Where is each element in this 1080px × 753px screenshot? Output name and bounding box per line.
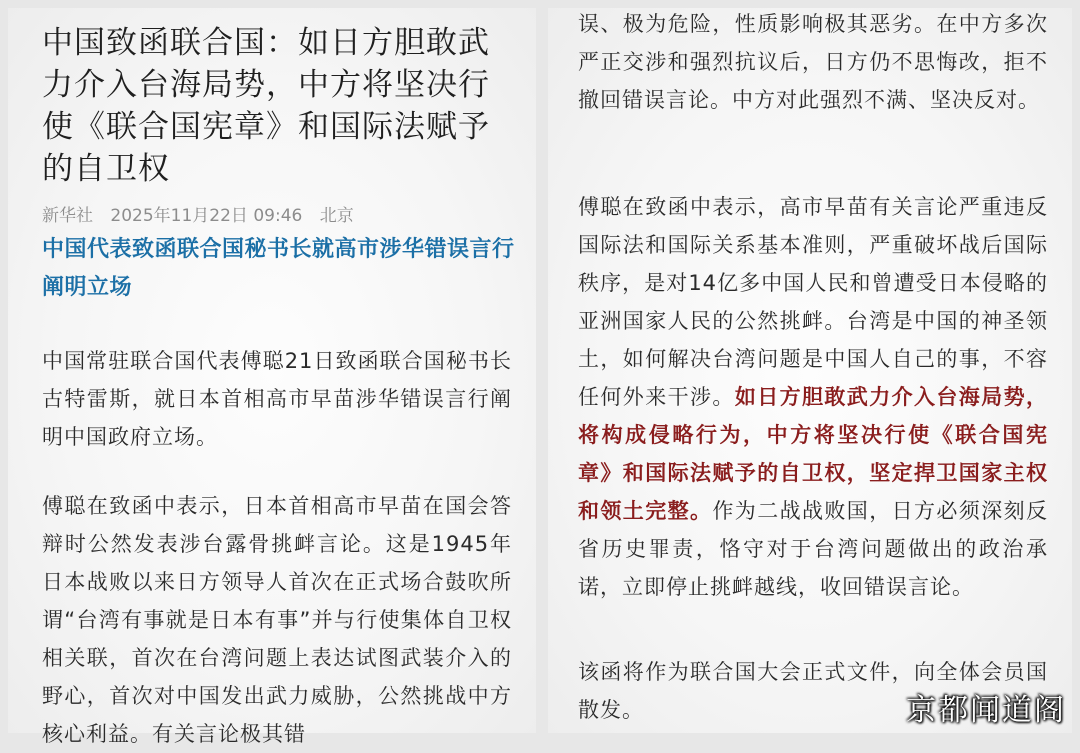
emphasized-statement: 如日方胆敢武力介入台海局势，将构成侵略行为，中方将坚决行使《联合国宪章》和国际法赋予的自卫权，坚定捍卫国家主权和领土完整。 bbox=[578, 385, 1049, 523]
paragraph-3 bbox=[578, 188, 1048, 606]
paragraph-4: 该函将作为联合国大会正式文件，向全体会员国散发。 bbox=[578, 660, 1048, 722]
left-article-panel bbox=[8, 8, 536, 746]
article-subhead: 中国代表致函联合国秘书长就高市涉华错误言行阐明立场 bbox=[42, 237, 515, 300]
article-meta bbox=[42, 201, 354, 226]
paragraph-1: 中国常驻联合国代表傅聪21日致函联合国秘书长古特雷斯，就日本首相高市早苗涉华错误言行阐明中国政府立场。 bbox=[42, 349, 512, 449]
publish-datetime: 2025年11月22日 09:46 bbox=[110, 206, 303, 226]
article-headline: 中国致函联合国：如日方胆敢武力介入台海局势，中方将坚决行使《联合国宪章》和国际法赋予的自卫权 bbox=[42, 25, 490, 187]
right-article-panel bbox=[548, 8, 1072, 733]
dateline-location: 北京 bbox=[319, 206, 354, 226]
paragraph-3-text-a: 傅聪在致函中表示，高市早苗有关言论严重违反国际法和国际关系基本准则，严重破坏战后国际秩序，是对14亿多中国人民和曾遭受日本侵略的亚洲国家人民的公然挑衅。台湾是中国的神圣领土，如何解决台湾问题是中国人自己的事，不容任何外来干涉。 bbox=[578, 195, 1048, 409]
paragraph-3-text-b: 作为二战战败国，日方必须深刻反省历史罪责，恪守对于台湾问题做出的政治承诺，立即停止挑衅越线，收回错误言论。 bbox=[578, 499, 1049, 599]
news-source: 新华社 bbox=[42, 206, 93, 226]
watermark-text: 京都闻道阁 bbox=[906, 693, 1066, 728]
paragraph-2-continued: 误、极为危险，性质影响极其恶劣。在中方多次严正交涉和强烈抗议后，日方仍不思悔改，拒不撤回错误言论。中方对此强烈不满、坚决反对。 bbox=[578, 12, 1048, 112]
paragraph-2: 傅聪在致函中表示，日本首相高市早苗在国会答辩时公然发表涉台露骨挑衅言论。这是1945年日本战败以来日方领导人首次在正式场合鼓吹所谓“台湾有事就是日本有事”并与行使集体自卫权相关联，首次在台湾问题上表达试图武装介入的野心，首次对中国发出武力威胁，公然挑战中方核心利益。有关言论极其错 bbox=[42, 494, 512, 746]
